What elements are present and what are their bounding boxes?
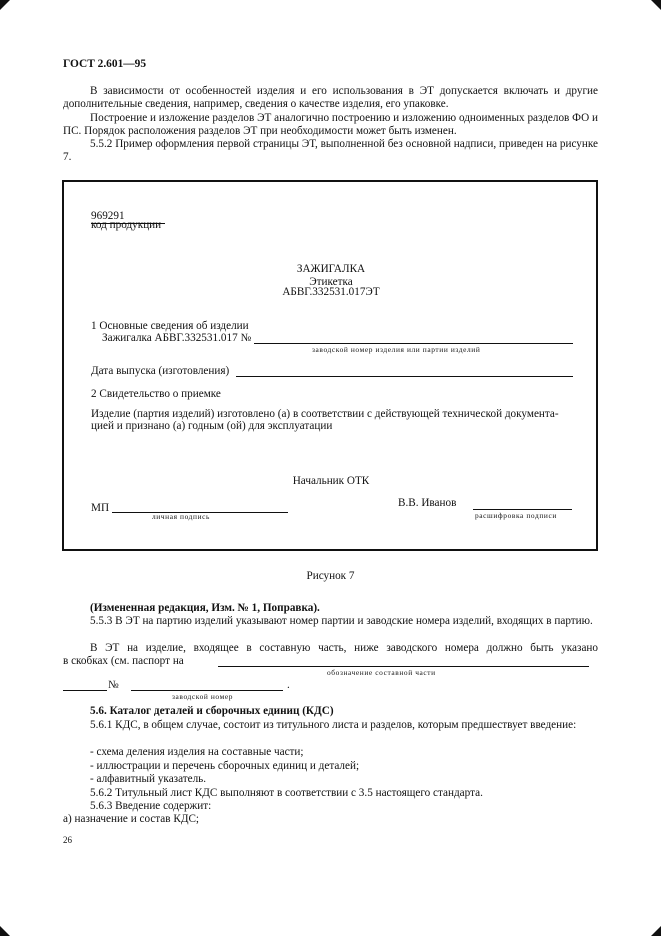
paragraph-5-6-2: 5.6.2 Титульный лист КДС выполняют в соответствии с 3.5 настоящего стандарта. — [90, 787, 483, 799]
component-paragraph-line-2: в скобках (см. паспорт на — [63, 655, 184, 667]
component-paragraph-line-1: В ЭТ на изделие, входящее в составную часть, ниже заводского номера должно быть указано — [90, 642, 598, 654]
signature-decode-caption: расшифровка подписи — [475, 511, 557, 520]
signature-caption: личная подпись — [152, 512, 211, 521]
scan-corner-top-right — [651, 0, 661, 10]
certificate-text-line-2: цией и признано (а) годным (ой) для эксплуатации — [91, 420, 333, 432]
list-item-a: а) назначение и состав КДС; — [63, 813, 200, 825]
figure-caption: Рисунок 7 — [306, 570, 355, 582]
product-code-value: 969291 — [91, 210, 125, 222]
signature-decode-line — [473, 509, 572, 510]
serial-number-line — [254, 343, 573, 344]
chief-otk-label: Начальник ОТК — [292, 475, 370, 487]
batch-number-line — [63, 690, 107, 691]
document-header: ГОСТ 2.601—95 — [63, 58, 147, 70]
sentence-end-dot: . — [287, 679, 290, 691]
figure-7-label-sample — [62, 180, 598, 551]
page-number: 26 — [63, 835, 72, 845]
section-5-6-title: 5.6. Каталог деталей и сборочных единиц (КДС) — [90, 705, 334, 717]
serial-number-field-caption: заводской номер — [172, 692, 234, 701]
certificate-text-line-1: Изделие (партия изделий) изготовлено (а) в соответствии с действующей технической документа- — [91, 408, 559, 420]
serial-number-caption: заводской номер изделия или партии изделий — [312, 345, 481, 354]
paragraph-5-5-3: 5.5.3 В ЭТ на партию изделий указывают номер партии и заводские номера изделий, входящих в партию. — [90, 615, 593, 627]
list-item: - иллюстрации и перечень сборочных единиц и деталей; — [90, 760, 360, 772]
document-type: Этикетка — [309, 276, 353, 288]
intro-paragraph-2: Построение и изложение разделов ЭТ аналогично построению и изложению одноименных разделов ФО и ПС. Порядок расположения разделов ЭТ при необходимости может быть изменен. — [63, 112, 598, 138]
component-designation-line — [218, 666, 589, 667]
list-item: - схема деления изделия на составные части; — [90, 746, 304, 758]
scan-corner-bottom-left — [0, 926, 10, 936]
section-2-title: 2 Свидетельство о приемке — [91, 388, 221, 400]
list-item: - алфавитный указатель. — [90, 773, 207, 785]
component-designation-caption: обозначение составной части — [327, 668, 436, 677]
paragraph-5-6-3: 5.6.3 Введение содержит: — [90, 800, 212, 812]
intro-paragraph-3: 5.5.2 Пример оформления первой страницы ЭТ, выполненной без основной надписи, приведен на рисунке 7. — [63, 138, 598, 164]
scan-corner-bottom-right — [651, 926, 661, 936]
amendment-note: (Измененная редакция, Изм. № 1, Поправка). — [90, 602, 320, 614]
product-name: ЗАЖИГАЛКА — [296, 263, 366, 275]
document-code: АБВГ.332531.017ЭТ — [282, 286, 380, 298]
release-date-label: Дата выпуска (изготовления) — [91, 365, 230, 377]
paragraph-5-6-1: 5.6.1 КДС, в общем случае, состоит из титульного листа и разделов, которым предшествует введение: — [90, 719, 577, 731]
release-date-line — [236, 376, 573, 377]
serial-number-label: Зажигалка АБВГ.332531.017 № — [102, 332, 252, 344]
scan-corner-top-left — [0, 0, 10, 10]
stamp-place-label: МП — [91, 502, 110, 514]
number-sign: № — [108, 679, 119, 691]
product-code-label: код продукции — [91, 219, 162, 231]
serial-number-field-line — [131, 690, 283, 691]
signer-name: В.В. Иванов — [398, 497, 457, 509]
intro-paragraph-1: В зависимости от особенностей изделия и его использования в ЭТ допускается включать и другие дополнительные сведения, например, сведения о качестве изделия, его упаковке. — [63, 85, 598, 111]
section-1-title: 1 Основные сведения об изделии — [91, 320, 249, 332]
